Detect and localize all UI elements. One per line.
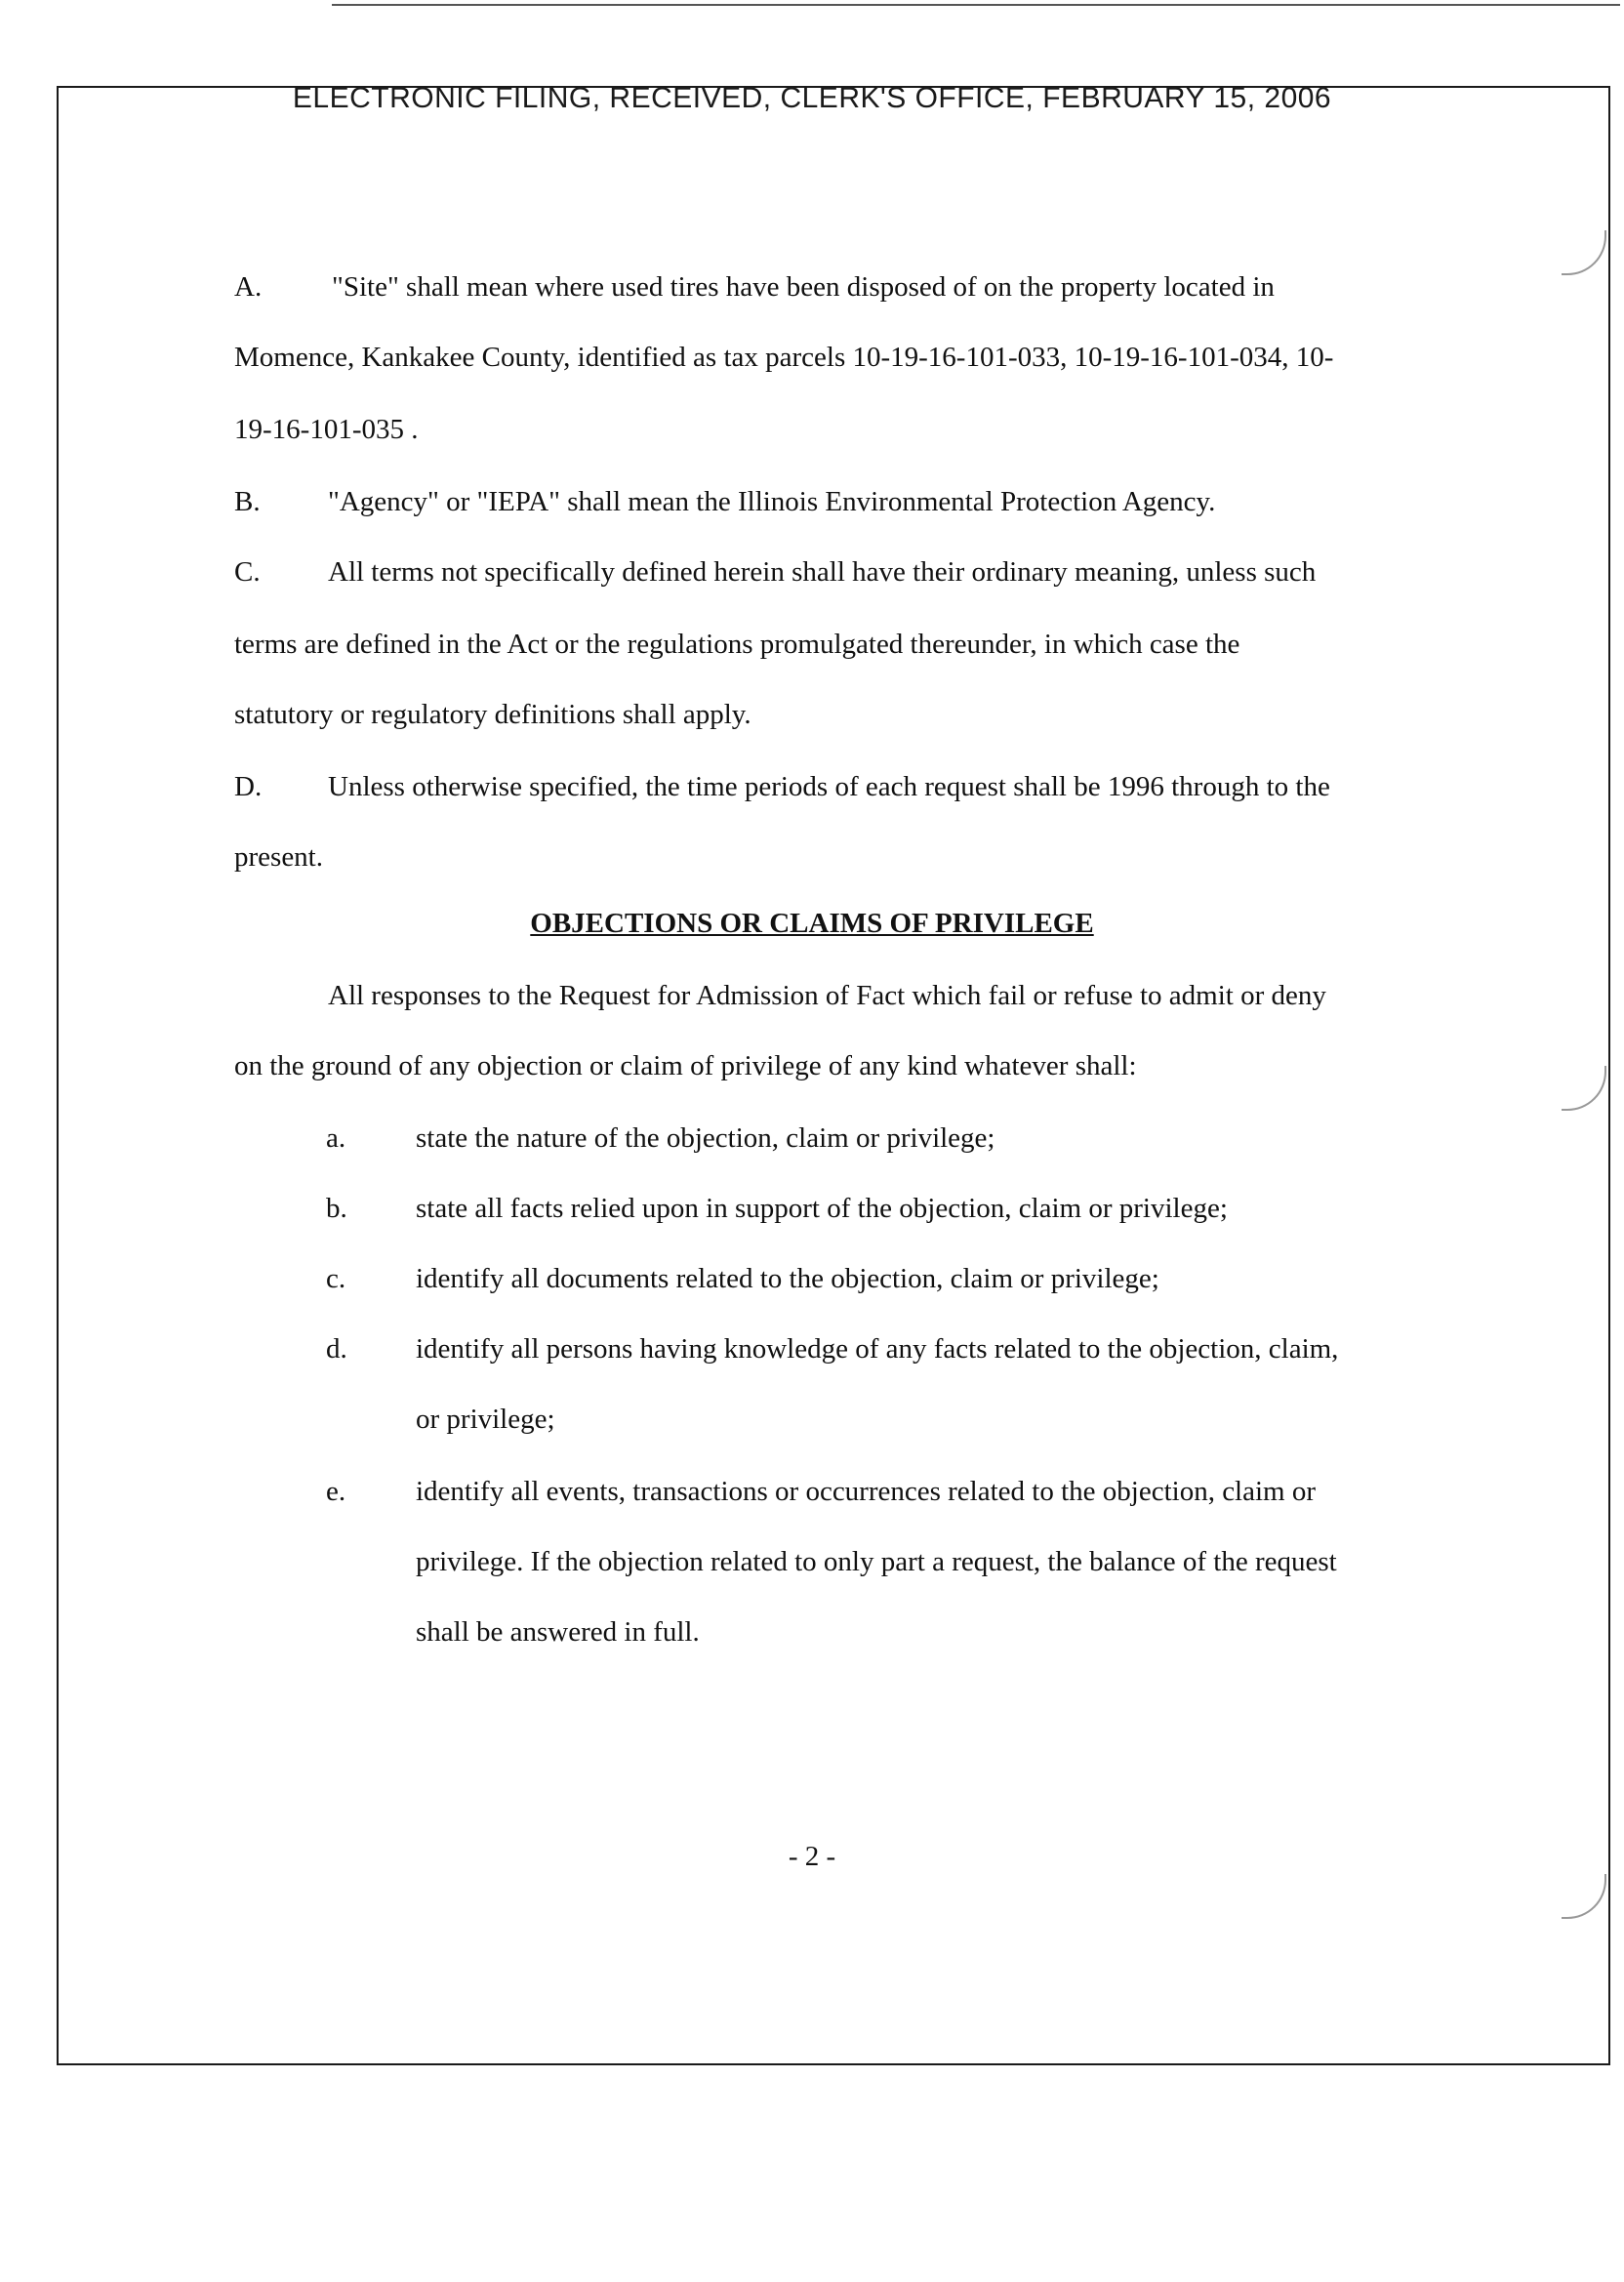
definition-a-line-1: "Site" shall mean where used tires have been disposed of on the property located in [332,271,1275,303]
definition-b-marker: B. [234,486,261,517]
list-item-d-marker: d. [326,1333,347,1365]
list-item-d-line-2: or privilege; [416,1404,555,1435]
list-item-a-marker: a. [326,1122,346,1154]
list-item-e-line-3: shall be answered in full. [416,1616,700,1648]
list-item-c-line-1: identify all documents related to the objection, claim or privilege; [416,1263,1159,1294]
definition-c-line-1: All terms not specifically defined herein shall have their ordinary meaning, unless such [328,556,1317,588]
section-heading: OBJECTIONS OR CLAIMS OF PRIVILEGE [530,908,1094,939]
definition-a-marker: A. [234,271,263,303]
definition-c-line-2: terms are defined in the Act or the regulations promulgated thereunder, in which case the [234,629,1240,660]
definition-b-line-1: "Agency" or "IEPA" shall mean the Illinois Environmental Protection Agency. [328,486,1216,517]
filing-stamp: ELECTRONIC FILING, RECEIVED, CLERK'S OFFICE, FEBRUARY 15, 2006 [292,82,1332,114]
definition-c-marker: C. [234,556,261,588]
objections-intro-line-2: on the ground of any objection or claim of privilege of any kind whatever shall: [234,1050,1137,1081]
definition-d-line-2: present. [234,841,323,873]
definition-a-line-2: Momence, Kankakee County, identified as tax parcels 10-19-16-101-033, 10-19-16-101-034, 10- [234,342,1334,373]
list-item-e-line-2: privilege. If the objection related to only part a request, the balance of the request [416,1546,1337,1577]
list-item-c-marker: c. [326,1263,346,1294]
top-rule [332,4,1620,6]
definition-d-marker: D. [234,771,263,802]
definition-a-line-3: 19-16-101-035 . [234,414,419,445]
list-item-e-marker: e. [326,1476,346,1507]
definition-d-line-1: Unless otherwise specified, the time periods of each request shall be 1996 through to the [328,771,1330,802]
list-item-d-line-1: identify all persons having knowledge of any facts related to the objection, claim, [416,1333,1339,1365]
objections-intro-line-1: All responses to the Request for Admission of Fact which fail or refuse to admit or deny [328,980,1326,1011]
definition-c-line-3: statutory or regulatory definitions shall apply. [234,699,751,730]
list-item-a-line-1: state the nature of the objection, claim or privilege; [416,1122,995,1154]
list-item-b-line-1: state all facts relied upon in support of the objection, claim or privilege; [416,1193,1228,1224]
list-item-e-line-1: identify all events, transactions or occurrences related to the objection, claim or [416,1476,1317,1507]
page-number: - 2 - [788,1841,836,1872]
list-item-b-marker: b. [326,1193,347,1224]
